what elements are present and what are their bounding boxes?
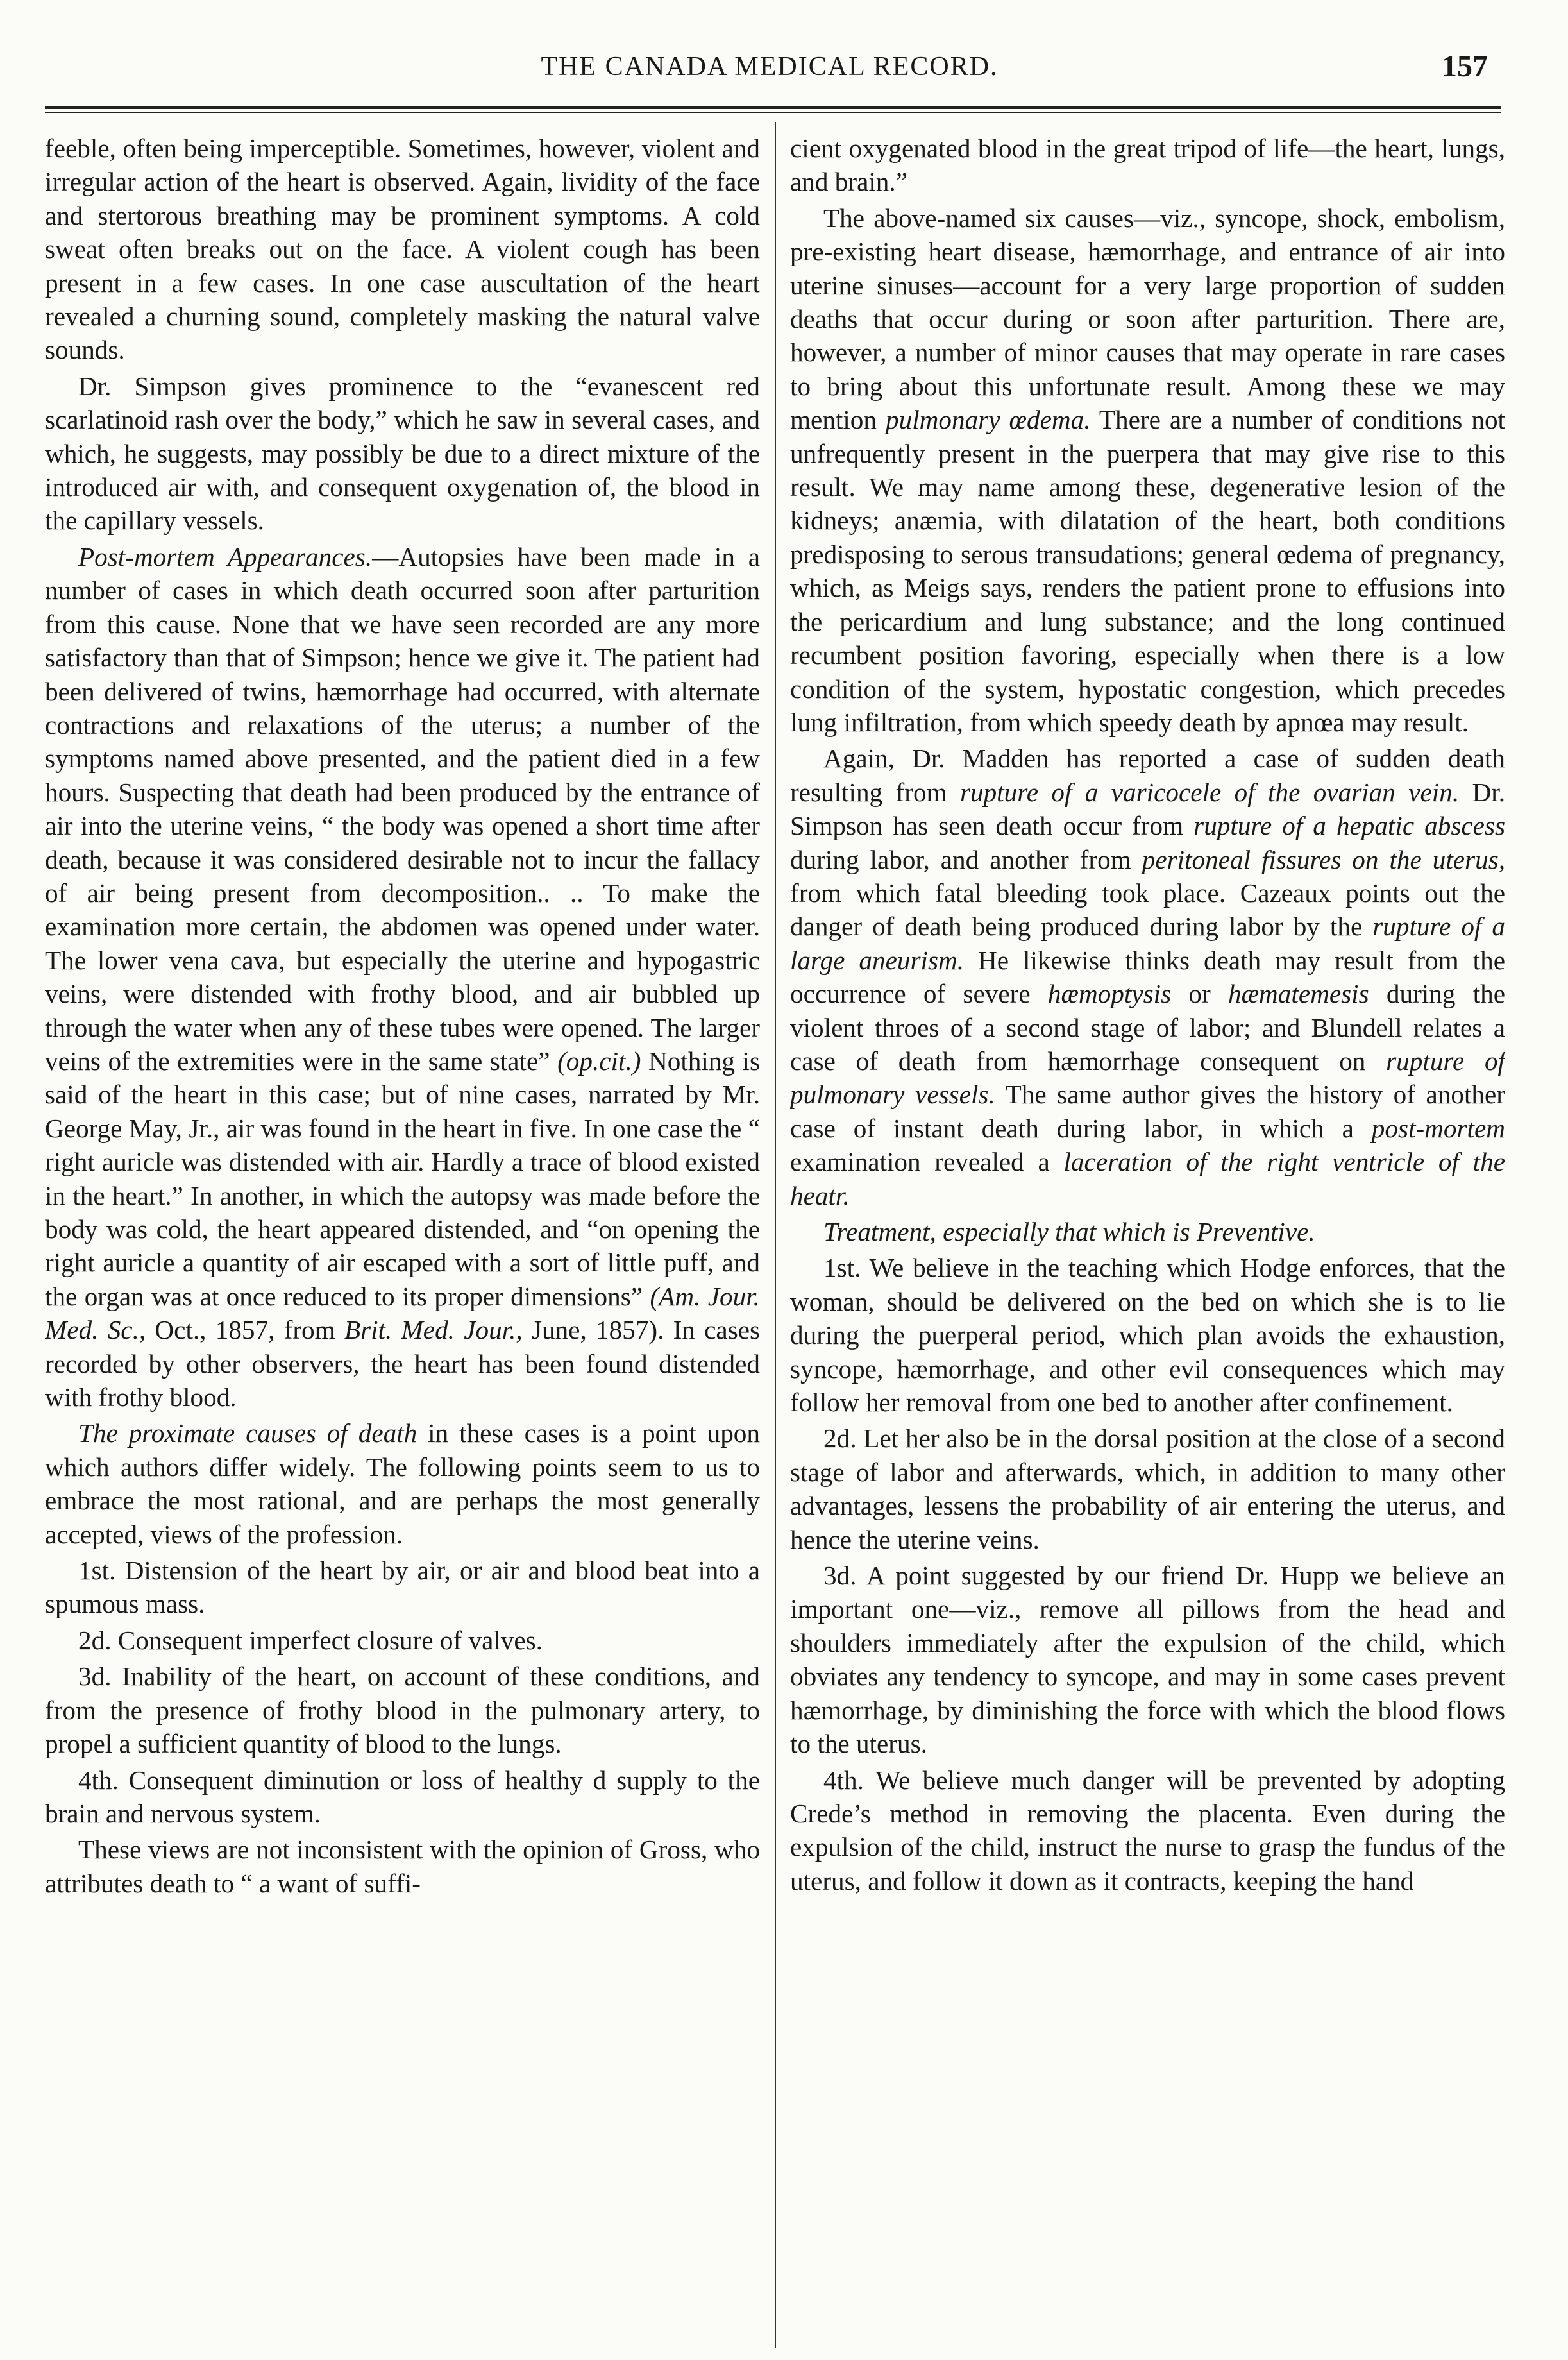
column-divider [775, 122, 776, 2348]
header-rule [45, 106, 1501, 109]
list-item: 2d. Let her also be in the dorsal position at the close of a second stage of labor and afterwards, which, in addition to many other advantages, lessens the probability of air entering the uterus, and hence the uterine veins. [790, 1423, 1505, 1554]
citation: (op.cit.) [557, 1046, 641, 1076]
list-item: 3d. Inability of the heart, on account of these conditions, and from the presence of frothy blood in the pulmonary artery, to propel a sufficient quantity of blood to the lungs. [45, 1661, 760, 1759]
header-rule-thin [45, 112, 1501, 113]
section-heading: The proximate causes of death [78, 1418, 417, 1448]
paragraph: Again, Dr. Madden has reported a case of sudden death resulting from rupture of a varicocele of the ovarian vein. Dr. Simpson has seen death occur from rupture of a hepatic abscess during labor, and another from peritoneal fissures on the uterus, from which fatal bleeding took place. Cazeaux points out the danger of death being produced during labor by the rupture of a large aneurism. He likewise thinks death may result from the occurrence of severe hæmoptysis or hæmatemesis during the violent throes of a second stage of labor; and Blundell relates a case of death from hæmorrhage consequent on rupture of pulmonary vessels. The same author gives the history of another case of instant death during labor, in which a post-mortem examination revealed a laceration of the right ventricle of the heatr. [790, 743, 1505, 1210]
citation: Brit. Med. Jour., [344, 1315, 523, 1345]
page-header [45, 51, 1494, 103]
page-number: 157 [1442, 49, 1488, 83]
paragraph: These views are not inconsistent with the opinion of Gross, who attributes death to “ a want of suffi- [45, 1835, 760, 1898]
running-title: THE CANADA MEDICAL RECORD. [541, 52, 999, 81]
list-item: 4th. Consequent diminution or loss of healthy d supply to the brain and nervous system. [45, 1765, 760, 1828]
list-item: 1st. We believe in the teaching which Hodge enforces, that the woman, should be delivered on the bed on which she is to lie during the puerperal period, which plan avoids the exhaustion, syncope, hæmorrhage, and other evil consequences which may follow her removal from one bed to another after confinement. [790, 1253, 1505, 1418]
section-heading: Treatment, especially that which is Preventive. [823, 1217, 1315, 1246]
list-item: 2d. Consequent imperfect closure of valves. [78, 1625, 543, 1655]
paragraph: Dr. Simpson gives prominence to the “evanescent red scarlatinoid rash over the body,” which he saw in several cases, and which, he suggests, may possibly be due to a direct mixture of the introduced air with, and consequent oxygenation of, the blood in the capillary vessels. [45, 371, 760, 536]
paragraph: The above-named six causes—viz., syncope, shock, embolism, pre-existing heart disease, hæmorrhage, and entrance of air into uterine sinuses—account for a very large proportion of sudden deaths that occur during or soon after parturition. There are, however, a number of minor causes that may operate in rare cases to bring about this unfortunate result. Among these we may mention pulmonary œdema. There are a number of conditions not unfrequently present in the puerpera that may give rise to this result. We may name among these, degenerative lesion of the kidneys; anæmia, with dilatation of the heart, both conditions predisposing to serous transudations; general œdema of pregnancy, which, as Meigs says, renders the patient prone to effusions into the pericardium and lung substance; and the long continued recumbent position favoring, especially when there is a low condition of the system, hypostatic congestion, which precedes lung infiltration, from which speedy death by apnœa may result. [790, 203, 1505, 737]
right-column [790, 132, 1505, 2345]
citation: (Am. Jour. Med. Sc., [45, 1281, 760, 1345]
paragraph: cient oxygenated blood in the great tripod of life—the heart, lungs, and brain.” [790, 133, 1505, 197]
list-item: 3d. A point suggested by our friend Dr. Hupp we believe an important one—viz., remove all pillows from the head and shoulders immediately after the expulsion of the child, which obviates any tendency to syncope, and may in some cases prevent hæmorrhage, by diminishing the force with which the blood flows to the uterus. [790, 1561, 1505, 1759]
section-heading: Post-mortem Appearances. [78, 541, 373, 572]
left-column [45, 132, 760, 2345]
list-item: 4th. We believe much danger will be prevented by adopting Crede’s method in removing the placenta. Even during the expulsion of the child, instruct the nurse to grasp the fundus of the uterus, and follow it down as it contracts, keeping the hand [790, 1765, 1505, 1896]
paragraph: The proximate causes of death in these cases is a point upon which authors differ widely. The following points seem to us to embrace the most rational, and are perhaps the most generally accepted, views of the profession. [45, 1418, 760, 1549]
paragraph: feeble, often being imperceptible. Sometimes, however, violent and irregular action of the heart is observed. Again, lividity of the face and stertorous breathing may be prominent symptoms. A cold sweat often breaks out on the face. A violent cough has been present in a few cases. In one case auscultation of the heart revealed a churning sound, completely masking the natural valve sounds. [45, 133, 760, 365]
list-item: 1st. Distension of the heart by air, or air and blood beat into a spumous mass. [45, 1556, 760, 1619]
paragraph: Post-mortem Appearances.—Autopsies have been made in a number of cases in which death occurred soon after parturition from this cause. None that we have seen recorded are any more satisfactory than that of Simpson; hence we give it. The patient had been delivered of twins, hæmorrhage had occurred, with alternate contractions and relaxations of the uterus; a number of the symptoms named above presented, and the patient died in a few hours. Suspecting that death had been produced by the entrance of air into the uterine veins, “ the body was opened a short time after death, because it was considered desirable not to incur the fallacy of air being present from decomposition.. .. To make the examination more certain, the abdomen was opened under water. The lower vena cava, but especially the uterine and hypogastric veins, were distended with frothy blood, and air bubbled up through the water when any of these tubes were opened. The larger veins of the extremities were in the same state” (op.cit.) Nothing is said of the heart in this case; but of nine cases, narrated by Mr. George May, Jr., air was found in the heart in five. In one case the “ right auricle was distended with air. Hardly a trace of blood existed in the heart.” In another, in which the autopsy was made before the body was cold, the heart appeared distended, and “on opening the right auricle a quantity of air escaped with a sort of little puff, and the organ was at once reduced to its proper dimensions” (Am. Jour. Med. Sc., Oct., 1857, from Brit. Med. Jour., June, 1857). In cases recorded by other observers, the heart has been found distended with frothy blood. [45, 541, 760, 1413]
